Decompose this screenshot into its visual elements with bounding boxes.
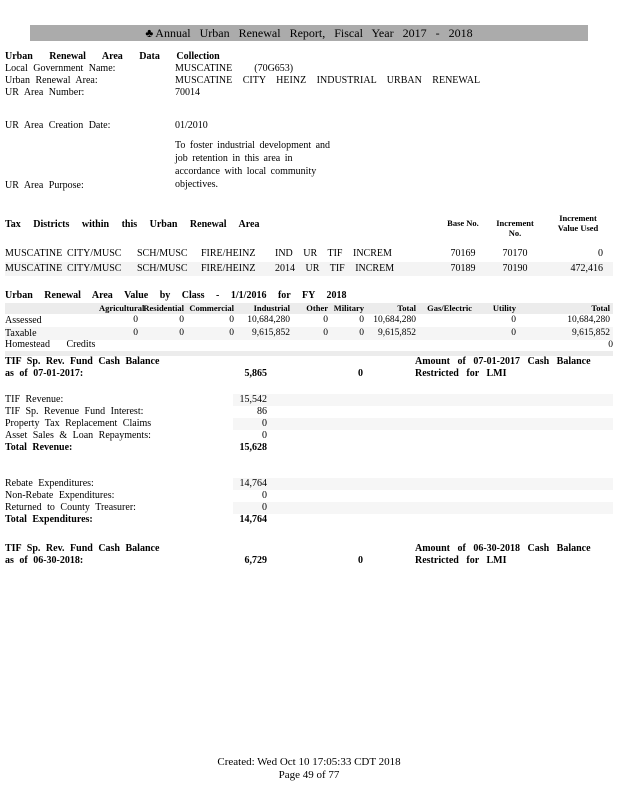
balance-amount: 6,729 [244,555,267,566]
table-row [5,394,613,406]
field-ur-area-number [5,87,613,99]
district-cell: MUSCATINE [5,263,63,274]
value-cell: 9,615,852 [378,328,416,338]
table-row-total-expenditures [5,514,613,526]
table-row [5,247,613,261]
expenditure-group [5,478,613,526]
row-label: Homestead Credits [5,339,96,350]
field-ur-area-creation-date [5,120,613,132]
value-cell: 0 [133,315,138,325]
column-header: Commercial [189,303,234,313]
value-cell: 0 [511,315,516,325]
amount-cell: 14,764 [239,478,267,489]
value-by-class-section [5,290,613,356]
value-cell: 0 [133,328,138,338]
field-value: 01/2010 [175,120,208,131]
purpose-text: To foster industrial development and job retention in this area in accordance with local community objectives. [175,140,331,190]
row-label: Total Revenue: [5,442,73,453]
row-label: TIF Revenue: [5,394,64,405]
district-cell: CITY/MUSC [67,263,122,274]
data-collection-heading: Urban Renewal Area Data Collection [5,51,220,62]
row-label: Returned to County Treasurer: [5,502,136,513]
amount-cell: 0 [262,430,267,441]
increment-no-cell: 70190 [502,263,528,274]
district-cell: IND UR TIF INCREM [275,248,392,259]
value-cell: 0 [229,328,234,338]
page-number: Page 49 of 77 [278,769,340,781]
column-header-base-no: Base No. [447,218,479,228]
amount-cell: 15,628 [239,442,267,453]
page-footer [0,756,618,782]
amount-cell: 14,764 [239,514,267,525]
balance-amount: 5,865 [244,368,267,379]
balance-zero: 0 [358,555,363,566]
amount-cell: 0 [262,490,267,501]
amount-cell: 0 [262,502,267,513]
column-header: Gas/Electric [427,303,472,313]
lmi-restricted-label: Amount of 07-01-2017 Cash Balance Restricted for LMI [415,356,591,379]
value-cell: 0 [511,328,516,338]
row-label: TIF Sp. Revenue Fund Interest: [5,406,144,417]
district-cell: FIRE/HEINZ [201,263,256,274]
table-row [5,502,613,514]
column-header: Other [306,303,328,313]
column-header-increment-value-used: Increment Value Used [557,213,599,233]
field-label: UR Area Number: [5,87,85,98]
tif-opening-balance-block [5,356,613,380]
spacer [363,543,415,567]
district-cell: FIRE/HEINZ [201,248,256,259]
value-cell: 0 [359,328,364,338]
field-label: Urban Renewal Area: [5,75,98,86]
table-row [5,406,613,418]
lmi-restricted-label: Amount of 06-30-2018 Cash Balance Restricted for LMI [415,543,591,566]
table-row-homestead-credits [5,340,613,350]
field-urban-renewal-area [5,75,613,87]
column-header: Industrial [253,303,290,313]
field-label: Local Government Name: [5,63,116,74]
value-cell: 10,684,280 [373,315,416,325]
value-table-header [5,303,613,314]
tif-closing-balance-block [5,543,613,567]
tax-districts-header [5,213,613,238]
field-ur-area-purpose [5,139,613,191]
value-cell: 0 [323,315,328,325]
value-cell: 10,684,280 [247,315,290,325]
government-code: (70G653) [254,63,294,74]
column-header [5,303,99,314]
revenue-group [5,394,613,454]
district-cell: CITY/MUSC [67,248,122,259]
increment-value-used-cell: 0 [598,248,603,259]
table-row-taxable [5,327,613,340]
table-row [5,490,613,502]
tax-districts-heading: Tax Districts within this Urban Renewal Area [5,219,260,230]
table-row-total-revenue [5,442,613,454]
value-cell: 9,615,852 [572,328,610,338]
row-label: Total Expenditures: [5,514,93,525]
field-value: MUSCATINE [175,63,233,74]
value-cell: 0 [229,315,234,325]
column-header: Utility [492,303,516,313]
field-value: MUSCATINE CITY HEINZ INDUSTRIAL URBAN RENEWAL [175,75,481,86]
table-row [5,478,613,490]
field-label: UR Area Purpose: [5,180,84,191]
amount-cell: 86 [257,406,267,417]
amount-cell: 15,542 [239,394,267,405]
value-cell: 0 [323,328,328,338]
column-header: Military [333,303,364,313]
row-label: Property Tax Replacement Claims [5,418,152,429]
field-label: UR Area Creation Date: [5,120,111,131]
data-collection-section [5,50,613,191]
created-timestamp: Created: Wed Oct 10 17:05:33 CDT 2018 [217,756,401,768]
value-cell: 9,615,852 [252,328,290,338]
value-cell: 0 [179,315,184,325]
column-header: Total [591,303,610,313]
district-cell: SCH/MUSC [137,248,188,259]
table-row [5,430,613,442]
row-label: Rebate Expenditures: [5,478,94,489]
column-header: Total [397,303,416,313]
value-cell: 0 [359,315,364,325]
balance-label: TIF Sp. Rev. Fund Cash Balance as of 06-30-2018: [5,543,160,566]
value-by-class-heading: Urban Renewal Area Value by Class - 1/1/2016 for FY 2018 [5,290,347,301]
row-label: Non-Rebate Expenditures: [5,490,115,501]
row-label: Taxable [5,328,37,339]
district-cell: MUSCATINE [5,248,63,259]
report-title: Annual Urban Renewal Report, Fiscal Year 2017 - 2018 [155,26,473,40]
field-local-government-name [5,63,613,75]
value-cell: 0 [608,340,613,350]
report-title-bar [30,25,588,41]
increment-value-used-cell: 472,416 [570,263,603,274]
row-label: Asset Sales & Loan Repayments: [5,430,151,441]
table-row-assessed [5,314,613,327]
column-header-increment-no: Increment No. [496,218,534,238]
district-cell: SCH/MUSC [137,263,188,274]
value-cell: 10,684,280 [567,315,610,325]
value-cell: 0 [179,328,184,338]
tax-districts-section [5,213,613,276]
value-cell [419,314,475,327]
balance-label: TIF Sp. Rev. Fund Cash Balance as of 07-01-2017: [5,356,160,379]
balance-zero: 0 [358,368,363,379]
district-cell: 2014 UR TIF INCREM [275,263,395,274]
base-no-cell: 70169 [450,248,476,259]
club-icon: ♣ [145,26,154,40]
table-row [5,262,613,276]
column-header: Residential [143,303,184,313]
tax-districts-rows [5,247,613,276]
tif-fund-section [5,356,613,567]
field-value: 70014 [175,87,200,98]
amount-cell: 0 [262,418,267,429]
spacer [363,356,415,380]
base-no-cell: 70189 [450,263,476,274]
table-row [5,418,613,430]
value-cell [419,327,475,340]
column-header: Agricultural [99,303,145,313]
increment-no-cell: 70170 [502,248,528,259]
row-label: Assessed [5,315,42,326]
